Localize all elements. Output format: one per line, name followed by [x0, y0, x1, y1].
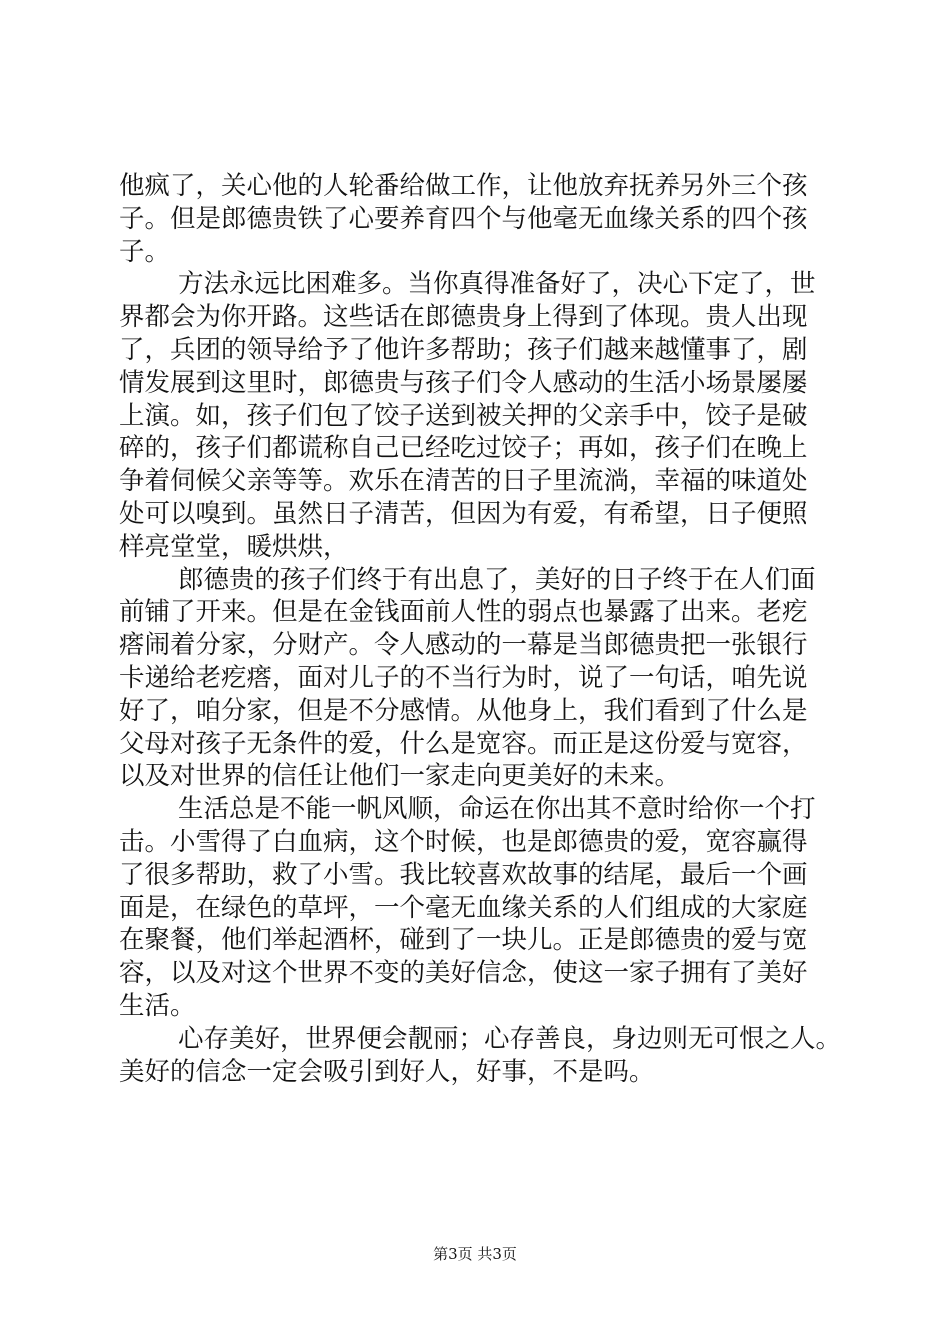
paragraph-first-line: 郎德贵的孩子们终于有出息了，美好的日子终于在人们面 — [178, 564, 816, 595]
text-line: 父母对孩子无条件的爱，什么是宽容。而正是这份爱与宽容， — [119, 728, 808, 759]
text-line: 上演。如，孩子们包了饺子送到被关押的父亲手中，饺子是破 — [119, 400, 808, 431]
text-line: 了很多帮助，救了小雪。我比较喜欢故事的结尾，最后一个画 — [119, 859, 808, 890]
text-line: 争着伺候父亲等等。欢乐在清苦的日子里流淌，幸福的味道处 — [119, 466, 808, 497]
text-line: 美好的信念一定会吸引到好人，好事，不是吗。 — [119, 1056, 655, 1087]
text-line: 碎的，孩子们都谎称自己已经吃过饺子；再如，孩子们在晚上 — [119, 433, 808, 464]
paragraph-first-line: 心存美好，世界便会靓丽；心存善良，身边则无可恨之人。 — [178, 1023, 842, 1054]
paragraph-first-line: 生活总是不能一帆风顺，命运在你出其不意时给你一个打 — [178, 794, 816, 825]
text-line: 在聚餐，他们举起酒杯，碰到了一块儿。正是郎德贵的爱与宽 — [119, 925, 808, 956]
text-line: 好了，咱分家，但是不分感情。从他身上，我们看到了什么是 — [119, 695, 808, 726]
text-line: 情发展到这里时，郎德贵与孩子们令人感动的生活小场景屡屡 — [119, 367, 808, 398]
document-body — [119, 170, 842, 1088]
text-line: 容，以及对这个世界不变的美好信念，使这一家子拥有了美好 — [119, 958, 808, 989]
text-line: 子。 — [119, 236, 171, 267]
text-line: 样亮堂堂，暖烘烘， — [119, 531, 349, 562]
paragraph-first-line: 方法永远比困难多。当你真得准备好了，决心下定了，世 — [178, 269, 816, 300]
text-line: 瘩闹着分家，分财产。令人感动的一幕是当郎德贵把一张银行 — [119, 630, 808, 661]
text-line: 前铺了开来。但是在金钱面前人性的弱点也暴露了出来。老疙 — [119, 597, 808, 628]
page-footer — [0, 1244, 950, 1264]
text-line: 处可以嗅到。虽然日子清苦，但因为有爱，有希望，日子便照 — [119, 498, 808, 529]
page-number-label: 第3页 共3页 — [433, 1245, 517, 1263]
text-line: 了，兵团的领导给予了他许多帮助；孩子们越来越懂事了，剧 — [119, 334, 808, 365]
text-line: 击。小雪得了白血病，这个时候，也是郎德贵的爱，宽容赢得 — [119, 826, 808, 857]
text-line: 界都会为你开路。这些话在郎德贵身上得到了体现。贵人出现 — [119, 302, 808, 333]
text-line: 他疯了，关心他的人轮番给做工作，让他放弃抚养另外三个孩 — [119, 171, 808, 201]
text-line: 子。但是郎德贵铁了心要养育四个与他毫无血缘关系的四个孩 — [119, 203, 808, 234]
text-line: 以及对世界的信任让他们一家走向更美好的未来。 — [119, 761, 681, 792]
text-line: 生活。 — [119, 990, 196, 1021]
text-line: 卡递给老疙瘩，面对儿子的不当行为时，说了一句话，咱先说 — [119, 662, 808, 693]
text-line: 面是，在绿色的草坪，一个毫无血缘关系的人们组成的大家庭 — [119, 892, 808, 923]
